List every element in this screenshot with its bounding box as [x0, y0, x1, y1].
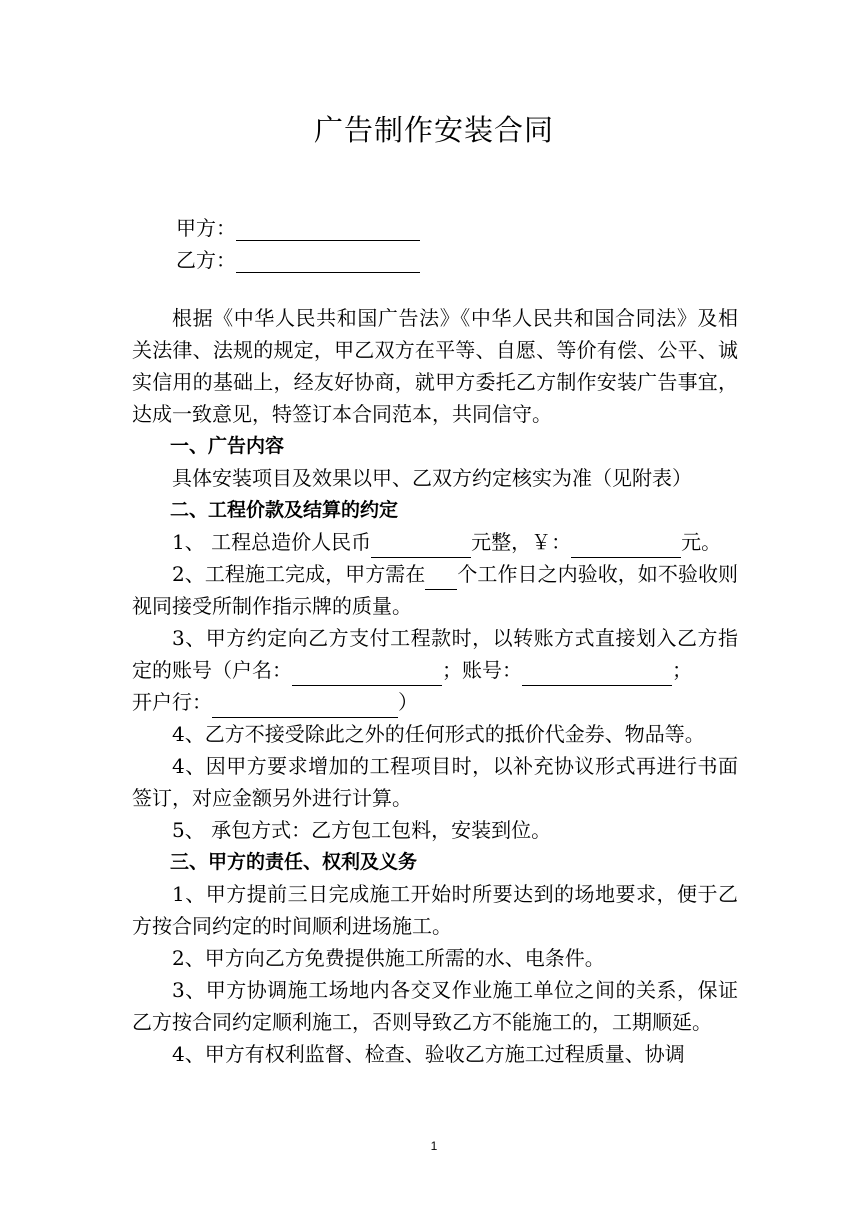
- s2-item-1-mid: 元整，￥：: [471, 530, 572, 554]
- acceptance-days-blank[interactable]: [425, 567, 457, 590]
- s2-item-1: [132, 526, 738, 558]
- party-b-blank[interactable]: [236, 250, 420, 273]
- total-price-numeric-blank[interactable]: [571, 535, 681, 558]
- s2-item-2-prefix: 2、工程施工完成，甲方需在: [172, 562, 426, 586]
- contract-title: 广告制作安装合同: [313, 113, 554, 147]
- s2-item-1-prefix: 1、 工程总造价人民币: [172, 530, 372, 554]
- s3-item-1: 1、甲方提前三日完成施工开始时所要达到的场地要求，便于乙方按合同约定的时间顺利进场施工。: [132, 882, 738, 938]
- party-a-line: [176, 212, 420, 241]
- s2-item-4b: 4、因甲方要求增加的工程项目时，以补充协议形式再进行书面签订，对应金额另外进行计算。: [132, 754, 738, 810]
- section-2-heading: 二、工程价款及结算的约定: [170, 499, 399, 521]
- party-b-line: [176, 244, 420, 273]
- s3-item-3: 3、甲方协调施工场地内各交叉作业施工单位之间的关系，保证乙方按合同约定顺利施工，否则导致乙方不能施工的，工期顺延。: [132, 978, 738, 1034]
- total-price-blank[interactable]: [371, 535, 471, 558]
- account-number-blank[interactable]: [522, 663, 672, 686]
- s2-item-3-text: 3、甲方约定向乙方支付工程款时，以转账方式直接划入乙方指定的账号（户名：: [132, 626, 738, 682]
- account-semicolon: ；: [672, 658, 692, 682]
- s2-item-3-bank-line: [132, 686, 738, 718]
- intro-paragraph: 根据《中华人民共和国广告法》《中华人民共和国合同法》及相关法律、法规的规定，甲乙双方在平等、自愿、等价有偿、公平、诚实信用的基础上，经友好协商，就甲方委托乙方制作安装广告事宜，达成一致意见，特签订本合同范本，共同信守。: [132, 306, 738, 426]
- s3-item-4: 4、甲方有权利监督、检查、验收乙方施工过程质量、协调: [172, 1042, 685, 1066]
- s2-item-4: 4、乙方不接受除此之外的任何形式的抵价代金券、物品等。: [172, 722, 705, 746]
- s2-item-5: 5、 承包方式：乙方包工包料，安装到位。: [172, 818, 552, 842]
- page-number: 1: [430, 1139, 438, 1153]
- bank-label: 开户行：: [132, 690, 212, 714]
- s2-item-2: [132, 558, 738, 622]
- party-a-label: 甲方：: [176, 216, 236, 240]
- section-3-heading: 三、甲方的责任、权利及义务: [170, 851, 418, 873]
- account-name-blank[interactable]: [292, 663, 442, 686]
- account-number-label: ；账号：: [442, 658, 522, 682]
- s2-item-2-suffix: 个工作日之内验收，如不验收则视同接受所制作指示牌的质量。: [132, 562, 738, 618]
- party-a-blank[interactable]: [236, 218, 420, 241]
- s2-item-3: [132, 622, 738, 686]
- section-1-text: 具体安装项目及效果以甲、乙双方约定核实为准（见附表）: [172, 466, 692, 490]
- party-b-label: 乙方：: [176, 248, 236, 272]
- bank-close-paren: ）: [398, 690, 418, 714]
- s2-item-1-suffix: 元。: [681, 530, 722, 554]
- section-1-heading: 一、广告内容: [170, 435, 285, 457]
- contract-body: [132, 302, 738, 1070]
- bank-blank[interactable]: [212, 695, 398, 718]
- s3-item-2: 2、甲方向乙方免费提供施工所需的水、电条件。: [172, 946, 605, 970]
